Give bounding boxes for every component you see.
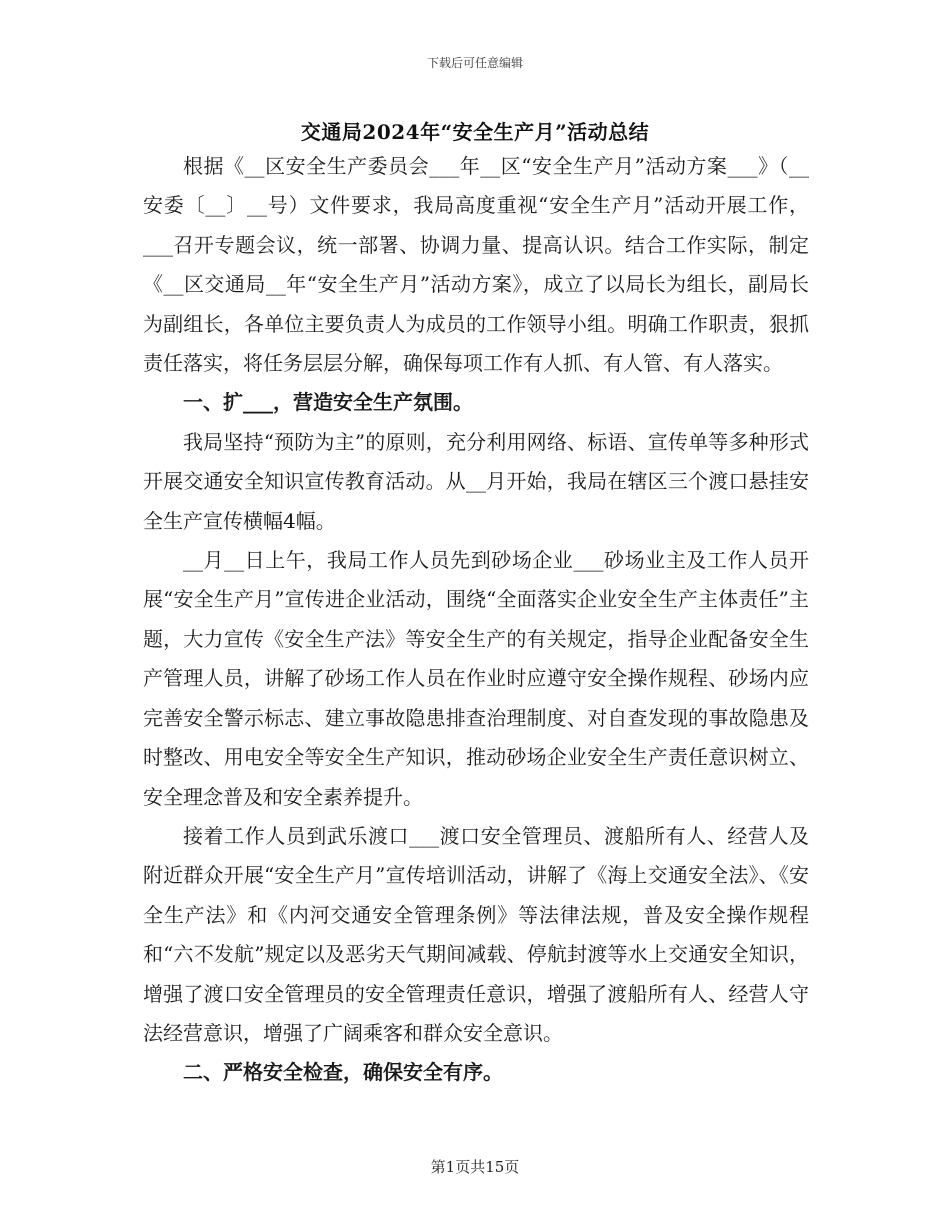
paragraph-enterprise-visit: __月__日上午，我局工作人员先到砂场企业___砂场业主及工作人员开展“安全生产月”宣传进企业活动，围绕“全面落实企业安全生产主体责任”主题，大力宣传《安全生产法》等安全生产的有关规定，指导企业配备安全生产管理人员，讲解了砂场工作人员在作业时应遵守安全操作规程、砂场内应完善安全警示标志、建立事故隐患排查治理制度、对自查发现的事故隐患及时整改、用电安全等安全生产知识，推动砂场企业安全生产责任意识树立、安全理念普及和安全素养提升。	[143, 548, 809, 809]
paragraph-publicity: 我局坚持“预防为主”的原则，充分利用网络、标语、宣传单等多种形式开展交通安全知识宣传教育活动。从__月开始，我局在辖区三个渡口悬挂安全生产宣传横幅4幅。	[143, 429, 809, 533]
page-number: 第1页共15页	[430, 1158, 520, 1176]
paragraph-intro: 根据《__区安全生产委员会___年__区“安全生产月”活动方案___》（__安委〔__〕__号）文件要求，我局高度重视“安全生产月”活动开展工作，___召开专题会议，统一部署、协调力量、提高认识。结合工作实际，制定《__区交通局__年“安全生产月”活动方案》，成立了以局长为组长，副局长为副组长，各单位主要负责人为成员的工作领导小组。明确工作职责，狠抓责任落实，将任务层层分解，确保每项工作有人抓、有人管、有人落实。	[143, 154, 809, 376]
section-heading-2: 二、严格安全检查，确保安全有序。	[183, 1060, 503, 1085]
section-heading-1: 一、扩___，营造安全生产氛围。	[183, 390, 473, 415]
document-body	[143, 147, 809, 1093]
paragraph-ferry-training: 接着工作人员到武乐渡口___渡口安全管理员、渡船所有人、经营人及附近群众开展“安全生产月”宣传培训活动，讲解了《海上交通安全法》、《安全生产法》和《内河交通安全管理条例》等法律法规，普及安全操作规程和“六不发航”规定以及恶劣天气期间减载、停航封渡等水上交通安全知识，增强了渡口安全管理员的安全管理责任意识，增强了渡船所有人、经营人守法经营意识，增强了广阔乘客和群众安全意识。	[143, 823, 809, 1045]
download-note: 下载后可任意编辑	[426, 56, 523, 70]
document-title: 交通局2024年“安全生产月”活动总结	[300, 120, 650, 144]
